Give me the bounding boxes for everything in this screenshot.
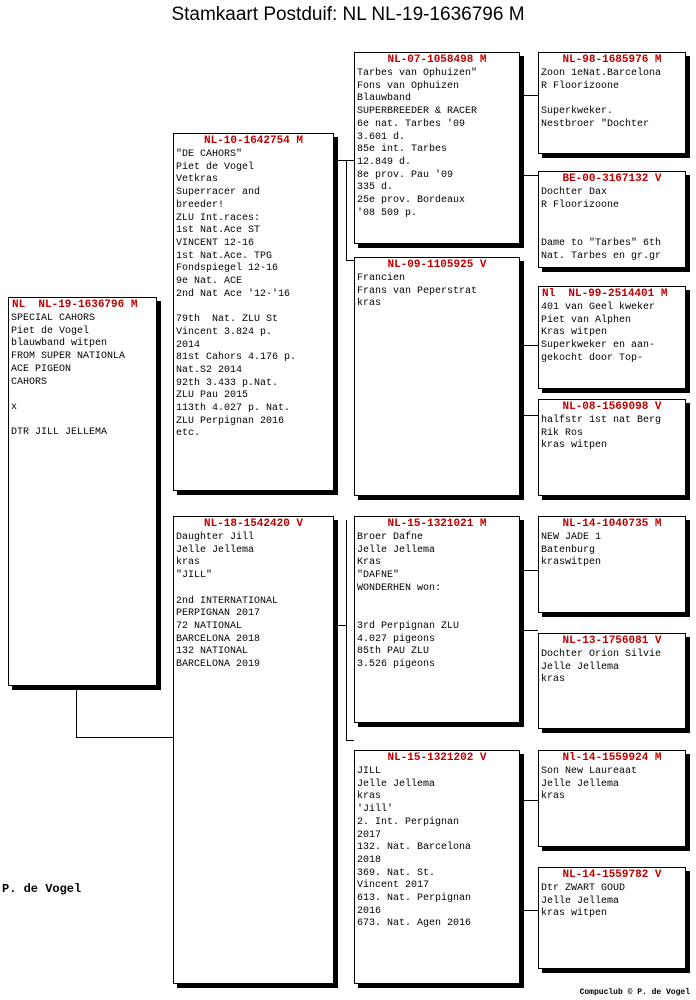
pigeon-card-mm bbox=[354, 750, 520, 984]
pigeon-details: Son New Laureaat Jelle Jellema kras bbox=[541, 766, 638, 803]
pigeon-card-mff bbox=[538, 516, 686, 613]
connector-ff-fff bbox=[520, 95, 538, 96]
ring-number: NL-08-1569098 V bbox=[562, 401, 662, 413]
connector-mf bbox=[520, 570, 521, 630]
connector-mf-mff bbox=[520, 570, 538, 571]
pigeon-details: Tarbes van Ophuizen" Fons van Ophuizen Blauwband SUPERBREEDER & RACER 6e nat. Tarbes '09 3.601 d. 85e int. Tarbes 12.849 d. 8e prov. Pau '09 335 d. 25e prov. Bordeaux '08 509 p. bbox=[357, 68, 478, 219]
pigeon-details: JILL Jelle Jellema kras 'Jill' 2. Int. Perpignan 2017 132. Nat. Barcelona 2018 369. Nat. St. Vincent 2017 613. Nat. Perpignan 2016 673. Nat. Agen 2016 bbox=[357, 766, 472, 930]
pigeon-details: halfstr 1st nat Berg Rik Ros kras witpen bbox=[541, 415, 662, 452]
connector-mm bbox=[520, 800, 521, 910]
ring-number: BE-00-3167132 V bbox=[562, 173, 662, 185]
ring-number: NL-98-1685976 M bbox=[562, 54, 662, 66]
pigeon-card-fff bbox=[538, 52, 686, 154]
connector-ff bbox=[520, 95, 521, 175]
connector-ff-ffm bbox=[520, 175, 538, 176]
connector-subject bbox=[76, 686, 77, 737]
ring-number: NL-18-1542420 V bbox=[203, 518, 304, 530]
connector-fm-fmf bbox=[520, 345, 538, 346]
ring-number: NL-14-1559782 V bbox=[562, 869, 662, 881]
pigeon-card-mmm bbox=[538, 867, 686, 969]
connector-father-fm bbox=[346, 260, 354, 261]
ring-number: NL-14-1040735 M bbox=[562, 518, 662, 530]
pigeon-card-subject bbox=[8, 297, 157, 686]
pigeon-card-mfm bbox=[538, 633, 686, 729]
connector-subject-mother bbox=[76, 737, 173, 738]
pigeon-card-fm bbox=[354, 257, 520, 496]
pigeon-card-fmm bbox=[538, 399, 686, 496]
page-title: Stamkaart Postduif: NL NL-19-1636796 M bbox=[171, 4, 525, 25]
owner-name: P. de Vogel bbox=[2, 882, 82, 896]
pigeon-details: Daughter Jill Jelle Jellema kras "JILL" 2nd INTERNATIONAL PERPIGNAN 2017 72 NATIONAL BARCELONA 2018 132 NATIONAL BARCELONA 2019 bbox=[176, 532, 279, 671]
pigeon-details: Dochter Dax R Floorizoone Dame to "Tarbes" 6th Nat. Tarbes en gr.gr bbox=[541, 187, 662, 262]
connector-fm bbox=[520, 345, 521, 415]
connector-mm-mmf bbox=[520, 800, 538, 801]
pigeon-details: NEW JADE 1 Batenburg kraswitpen bbox=[541, 532, 602, 569]
pigeon-details: Dochter Orion Silvie Jelle Jellema kras bbox=[541, 649, 662, 686]
pigeon-card-mf bbox=[354, 516, 520, 723]
pigeon-details: "DE CAHORS" Piet de Vogel Vetkras Superracer and breeder! ZLU Int.races: 1st Nat.Ace ST VINCENT 12-16 1st Nat.Ace. TPG Fondspiegel 12-16 9e Nat. ACE 2nd Nat Ace '12-'16 79th Nat. ZLU St Vincent 3.824 p. 2014 81st Cahors 4.176 p. Nat.S2 2014 92th 3.433 p.Nat. ZLU Pau 2015 113th 4.027 p. Nat. ZLU Perpignan 2016 etc. bbox=[176, 149, 297, 440]
ring-number: Nl NL-99-2514401 M bbox=[542, 288, 668, 300]
ring-number: NL NL-19-1636796 M bbox=[12, 299, 138, 311]
ring-number: NL-15-1321202 V bbox=[387, 752, 487, 764]
pigeon-details: Broer Dafne Jelle Jellema Kras "DAFNE" WONDERHEN won: 3rd Perpignan ZLU 4.027 pigeons 85th PAU ZLU 3.526 pigeons bbox=[357, 532, 460, 671]
connector-mother-mm bbox=[346, 740, 354, 741]
ring-number: NL-13-1756081 V bbox=[562, 635, 662, 647]
ring-number: NL-09-1105925 V bbox=[387, 259, 487, 271]
pigeon-details: SPECIAL CAHORS Piet de Vogel blauwband witpen FROM SUPER NATIONLA ACE PIGEON CAHORS x DTR JILL JELLEMA bbox=[11, 313, 126, 439]
pigeon-details: Francien Frans van Peperstrat kras bbox=[357, 273, 478, 310]
connector-mother-mf bbox=[334, 625, 346, 626]
ring-number: NL-07-1058498 M bbox=[387, 54, 487, 66]
connector-fm-fmm bbox=[520, 415, 538, 416]
connector-mother bbox=[346, 520, 347, 740]
pigeon-details: Zoon 1eNat.Barcelona R Floorizoone Superkweker. Nestbroer "Dochter bbox=[541, 68, 662, 130]
pigeon-details: Dtr ZWART GOUD Jelle Jellema kras witpen bbox=[541, 883, 626, 920]
pigeon-details: 401 van Geel kweker Piet van Alphen Kras witpen Superkweker en aan- gekocht door Top- bbox=[541, 302, 656, 364]
ring-number: Nl-14-1559924 M bbox=[562, 752, 662, 764]
pigeon-card-ff bbox=[354, 52, 520, 244]
pigeon-card-mother bbox=[173, 516, 334, 984]
credit-footer: Compuclub © P. de Vogel bbox=[579, 988, 690, 997]
connector-father-ff bbox=[334, 160, 354, 161]
connector-mf-mfm bbox=[520, 630, 538, 631]
ring-number: NL-10-1642754 M bbox=[203, 135, 304, 147]
pigeon-card-ffm bbox=[538, 171, 686, 268]
pigeon-card-fmf bbox=[538, 286, 686, 389]
connector-father bbox=[346, 160, 347, 260]
pigeon-card-mmf bbox=[538, 750, 686, 847]
pigeon-card-father bbox=[173, 133, 334, 491]
connector-mm-mmm bbox=[520, 910, 538, 911]
ring-number: NL-15-1321021 M bbox=[387, 518, 487, 530]
